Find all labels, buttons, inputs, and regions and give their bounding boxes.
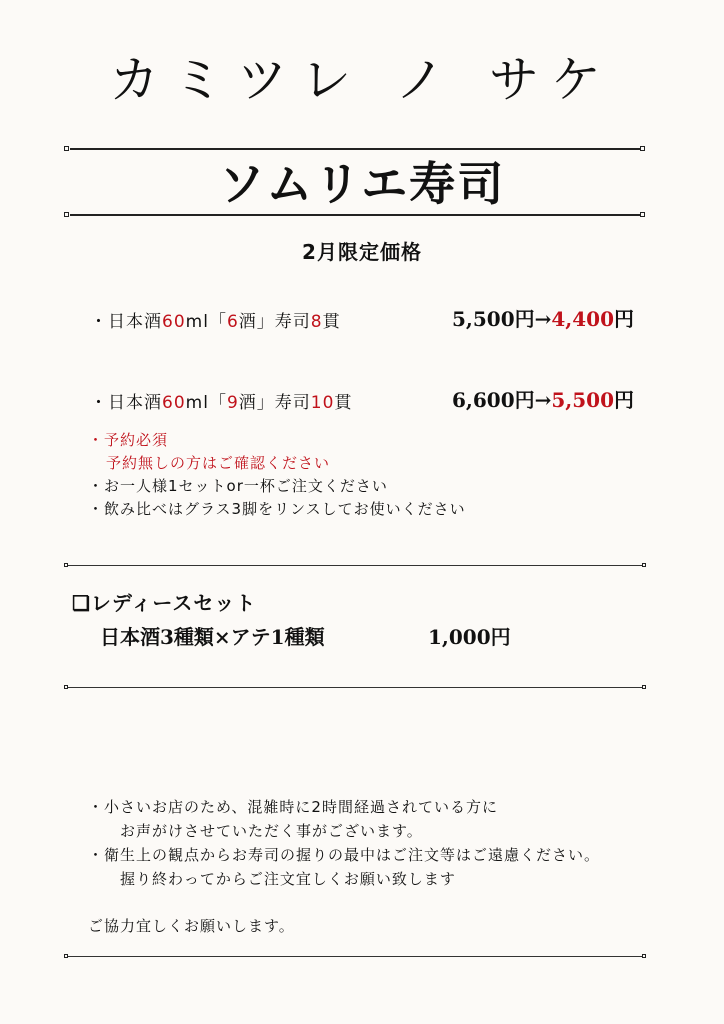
item-unit: ml bbox=[185, 393, 209, 413]
divider-bottom bbox=[68, 687, 642, 688]
bullet: ・ bbox=[90, 312, 108, 332]
item-text: 貫 bbox=[322, 312, 341, 332]
item-pieces: 10 bbox=[310, 393, 335, 413]
item-text: 日本酒 bbox=[108, 312, 162, 332]
bullet: ・ bbox=[90, 393, 108, 413]
item-pieces: 8 bbox=[310, 312, 323, 332]
note-order-rule: ・お一人様1セットor一杯ご注文ください bbox=[88, 477, 388, 495]
item-text: 「 bbox=[208, 393, 227, 413]
menu-item-name bbox=[90, 388, 352, 413]
old-price: 6,600円→ bbox=[452, 388, 552, 412]
ladies-set-price: 1,000円 bbox=[428, 625, 511, 649]
page-title: ソムリエ寿司 bbox=[218, 157, 506, 211]
item-text: 酒」寿司 bbox=[238, 312, 311, 332]
rule-cap bbox=[642, 954, 646, 958]
rule-cap bbox=[640, 212, 645, 217]
footer-closing: ご協力宜しくお願いします。 bbox=[88, 917, 295, 935]
note-reservation: ・予約必須 bbox=[88, 431, 169, 449]
ladies-set-description: 日本酒3種類×アテ1種類 bbox=[100, 625, 325, 649]
rule-cap bbox=[642, 563, 646, 567]
item-count: 6 bbox=[226, 312, 239, 332]
item-text: 「 bbox=[208, 312, 227, 332]
ladies-set-title: ❏レディースセット bbox=[72, 591, 257, 615]
divider-footer bbox=[68, 956, 642, 957]
item-unit: ml bbox=[185, 312, 209, 332]
item-text: 日本酒 bbox=[108, 393, 162, 413]
rule-cap bbox=[64, 212, 69, 217]
new-price: 4,400 bbox=[551, 307, 615, 331]
yen: 円 bbox=[614, 307, 635, 331]
footer-note-line4: 握り終わってからご注文宜しくお願い致します bbox=[120, 870, 456, 888]
note-glass-rule: ・飲み比べはグラス3脚をリンスしてお使いください bbox=[88, 500, 466, 518]
item-text: 酒」寿司 bbox=[238, 393, 311, 413]
item-text: 貫 bbox=[334, 393, 353, 413]
item-volume: 60 bbox=[162, 393, 186, 413]
old-price: 5,500円→ bbox=[452, 307, 552, 331]
footer-note-line1: ・小さいお店のため、混雑時に2時間経過されている方に bbox=[88, 798, 498, 816]
note-reservation-sub: 予約無しの方はご確認ください bbox=[106, 454, 331, 472]
menu-item-price bbox=[452, 384, 634, 413]
item-count: 9 bbox=[226, 393, 239, 413]
footer-note-line2: お声がけさせていただく事がございます。 bbox=[120, 822, 423, 840]
title-rule-bottom bbox=[70, 214, 640, 216]
footer-note-line3: ・衛生上の観点からお寿司の握りの最中はご注文等はご遠慮ください。 bbox=[88, 846, 601, 864]
divider-top bbox=[68, 565, 642, 566]
new-price: 5,500 bbox=[551, 388, 615, 412]
subtitle-limited-price: 2月限定価格 bbox=[302, 240, 422, 264]
yen: 円 bbox=[614, 388, 635, 412]
shop-name: カミツレ ノ サケ bbox=[109, 51, 615, 109]
menu-item-name bbox=[90, 307, 341, 332]
menu-item-price bbox=[452, 303, 634, 332]
item-volume: 60 bbox=[162, 312, 186, 332]
rule-cap bbox=[642, 685, 646, 689]
